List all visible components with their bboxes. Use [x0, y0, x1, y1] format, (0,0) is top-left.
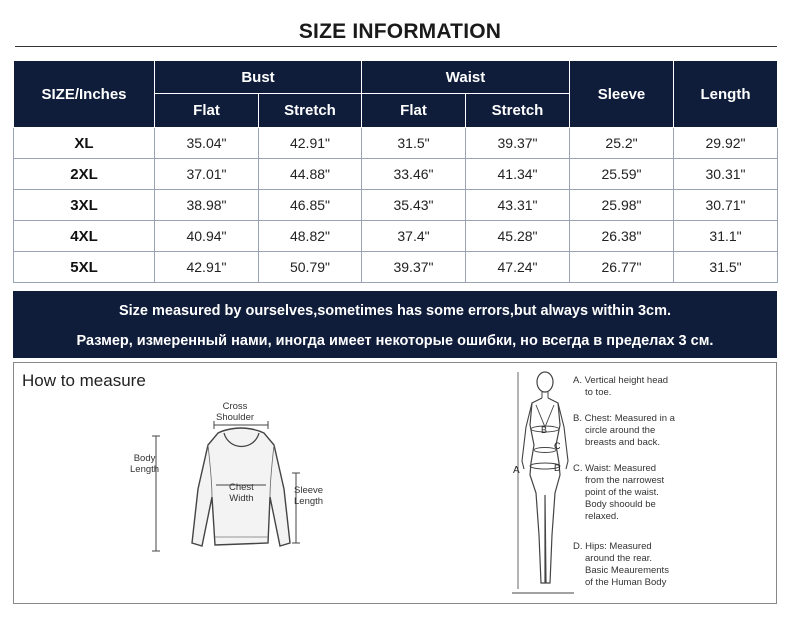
- letter-b: B: [541, 425, 548, 435]
- chest-width-label: Chest Width: [229, 482, 254, 504]
- letter-a: A: [513, 465, 520, 476]
- sleeve-cell: 25.2": [570, 128, 674, 159]
- bust-stretch-cell: 50.79": [259, 252, 362, 283]
- waist-flat-header: Flat: [362, 94, 466, 128]
- bust-flat-cell: 40.94": [155, 221, 259, 252]
- waist-flat-cell: 39.37": [362, 252, 466, 283]
- bust-header: Bust: [155, 61, 362, 94]
- table-row: [14, 159, 778, 190]
- waist-stretch-cell: 47.24": [466, 252, 570, 283]
- table-header-row: [14, 61, 778, 94]
- bust-stretch-cell: 48.82": [259, 221, 362, 252]
- body-diagram: [512, 365, 574, 602]
- length-cell: 30.31": [674, 159, 778, 190]
- bust-flat-cell: 37.01": [155, 159, 259, 190]
- bust-stretch-cell: 42.91": [259, 128, 362, 159]
- waist-stretch-cell: 45.28": [466, 221, 570, 252]
- table-row: [14, 128, 778, 159]
- human-body-illustration: [512, 365, 574, 597]
- waist-flat-cell: 35.43": [362, 190, 466, 221]
- note-d: D. Hips: Measured around the rear. Basic Meaurements of the Human Body: [573, 541, 669, 588]
- size-cell: 4XL: [14, 221, 155, 252]
- sleeve-header: Sleeve: [570, 61, 674, 128]
- bust-flat-cell: 42.91": [155, 252, 259, 283]
- waist-stretch-header: Stretch: [466, 94, 570, 128]
- bust-stretch-cell: 44.88": [259, 159, 362, 190]
- size-cell: 2XL: [14, 159, 155, 190]
- body-length-label: Body Length: [130, 453, 160, 475]
- length-cell: 30.71": [674, 190, 778, 221]
- letter-d: D: [554, 463, 561, 473]
- size-cell: XL: [14, 128, 155, 159]
- size-cell: 5XL: [14, 252, 155, 283]
- bust-flat-header: Flat: [155, 94, 259, 128]
- waist-stretch-cell: 39.37": [466, 128, 570, 159]
- waist-flat-cell: 37.4": [362, 221, 466, 252]
- title-divider: [15, 46, 777, 47]
- how-to-measure-heading: How to measure: [22, 371, 146, 390]
- table-row: [14, 252, 778, 283]
- bust-stretch-header: Stretch: [259, 94, 362, 128]
- cross-shoulder-label: Cross Shoulder: [216, 401, 255, 423]
- waist-header: Waist: [362, 61, 570, 94]
- sleeve-cell: 25.98": [570, 190, 674, 221]
- sleeve-length-label: Sleeve Length: [294, 485, 324, 507]
- length-cell: 31.5": [674, 252, 778, 283]
- sleeve-cell: 26.77": [570, 252, 674, 283]
- notice-english: Size measured by ourselves,sometimes has some errors,but always within 3cm.: [118, 303, 672, 319]
- size-column-header: SIZE/Inches: [14, 61, 155, 128]
- note-c: C. Waist: Measured from the narrowest point of the waist. Body shoould be relaxed.: [573, 463, 665, 522]
- measurement-notice: [13, 291, 777, 358]
- how-to-measure-panel: [13, 362, 777, 604]
- letter-c: C: [554, 441, 561, 451]
- length-header: Length: [674, 61, 778, 128]
- size-cell: 3XL: [14, 190, 155, 221]
- sweater-diagram: [130, 393, 324, 573]
- sleeve-cell: 26.38": [570, 221, 674, 252]
- table-row: [14, 190, 778, 221]
- waist-stretch-cell: 41.34": [466, 159, 570, 190]
- size-table: [13, 60, 778, 283]
- bust-flat-cell: 38.98": [155, 190, 259, 221]
- length-cell: 31.1": [674, 221, 778, 252]
- notice-russian: Размер, измеренный нами, иногда имеет некоторые ошибки, но всегда в пределах 3 см.: [76, 333, 714, 349]
- note-b: B. Chest: Measured in a circle around the breasts and back.: [573, 413, 675, 448]
- waist-flat-cell: 31.5": [362, 128, 466, 159]
- bust-flat-cell: 35.04": [155, 128, 259, 159]
- table-row: [14, 221, 778, 252]
- note-a: A. Vertical height head to toe.: [573, 375, 669, 398]
- waist-stretch-cell: 43.31": [466, 190, 570, 221]
- waist-flat-cell: 33.46": [362, 159, 466, 190]
- page-title: SIZE INFORMATION: [298, 20, 502, 43]
- bust-stretch-cell: 46.85": [259, 190, 362, 221]
- sleeve-cell: 25.59": [570, 159, 674, 190]
- length-cell: 29.92": [674, 128, 778, 159]
